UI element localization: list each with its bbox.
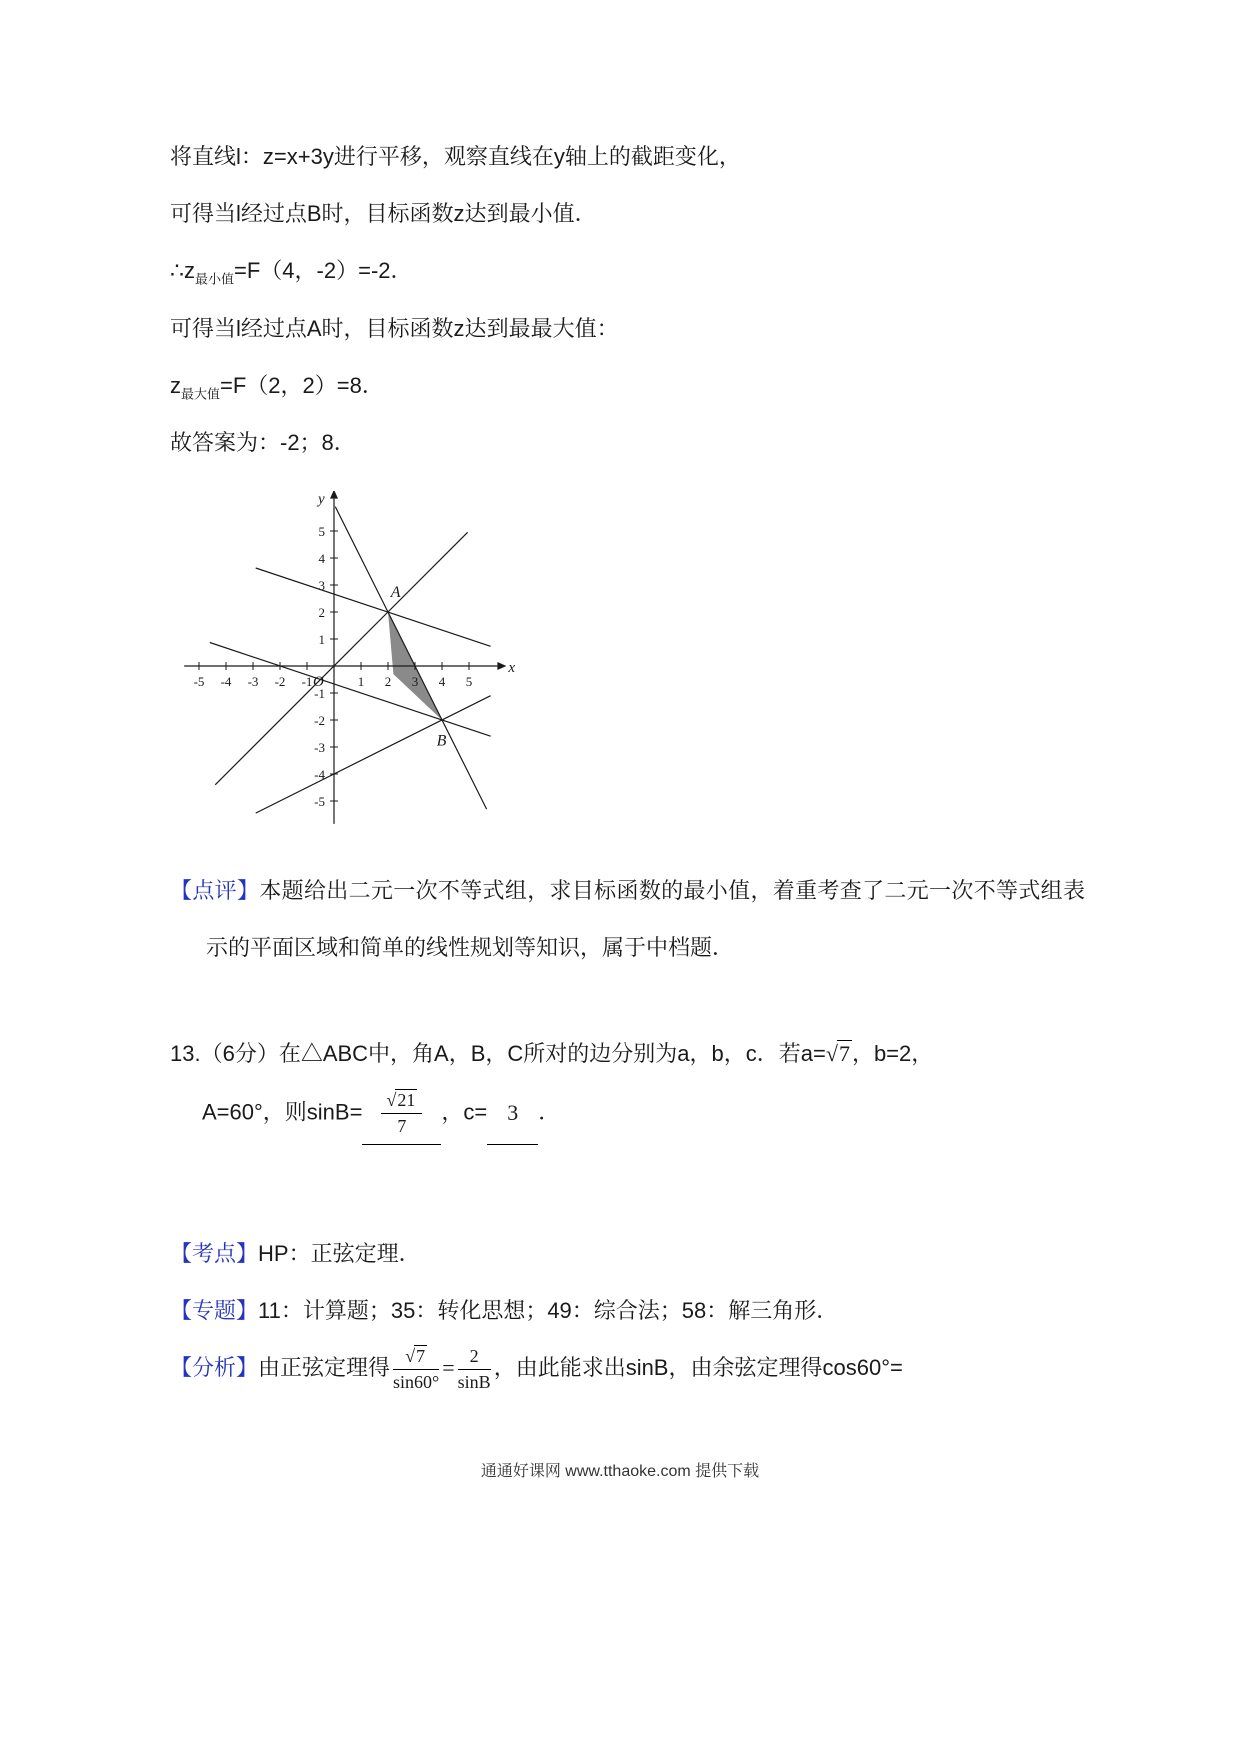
graph-figure xyxy=(174,491,1085,846)
q13-text-1: 13.（6分）在△ABC中，角A，B，C所对的边分别为a，b，c．若a= xyxy=(170,1040,826,1066)
fenxi-paragraph xyxy=(170,1339,1085,1396)
radical-sign: √ xyxy=(386,1089,396,1110)
svg-text:-5: -5 xyxy=(193,674,205,690)
z-min-subscript: 最小值 xyxy=(195,271,235,287)
q13-text-2: ，b=2， xyxy=(851,1040,934,1066)
svg-text:-4: -4 xyxy=(314,767,325,783)
zhuanti-label: 【专题】 xyxy=(170,1298,259,1324)
fenxi-text-2: ，由此能求出sinB，由余弦定理得cos60°= xyxy=(493,1355,903,1381)
page-content xyxy=(170,128,1085,1396)
solution-line-2: 可得当l经过点B时，目标函数z达到最小值． xyxy=(170,201,597,227)
svg-text:4: 4 xyxy=(318,551,325,567)
fraction-2-over-sinB: $\frac{2}{\sin B}$ xyxy=(457,1345,491,1392)
z-min-pre: ∴z xyxy=(170,258,195,284)
svg-text:B: B xyxy=(436,732,447,750)
q13-text-5: ． xyxy=(538,1099,561,1125)
svg-text:3: 3 xyxy=(318,578,325,594)
svg-text:-1: -1 xyxy=(301,674,313,690)
svg-text:-3: -3 xyxy=(247,674,259,690)
sqrt-7: √ 7 xyxy=(405,1345,426,1366)
svg-text:O: O xyxy=(313,674,324,691)
fenxi-text-1: 由正弦定理得 xyxy=(258,1355,391,1381)
svg-text:4: 4 xyxy=(438,674,446,690)
svg-text:3: 3 xyxy=(411,674,419,690)
solution-line-1: 将直线l：z=x+3y进行平移，观察直线在y轴上的截距变化， xyxy=(170,144,741,169)
kaodian-label: 【考点】 xyxy=(170,1240,259,1266)
answer-blank-c: 3 xyxy=(487,1082,538,1145)
svg-text:5: 5 xyxy=(465,674,473,690)
question-13 xyxy=(170,1025,1085,1145)
radical-sign: √ xyxy=(405,1345,415,1366)
z-max-subscript: 最大值 xyxy=(181,386,221,402)
svg-text:y: y xyxy=(318,491,325,508)
solution-line-5 xyxy=(170,357,1085,414)
kaodian-paragraph xyxy=(170,1225,1085,1282)
svg-text:-4: -4 xyxy=(220,674,232,690)
sqrt-21: √ 21 xyxy=(386,1089,416,1110)
svg-text:-1: -1 xyxy=(314,686,325,702)
radical-sign: √ xyxy=(825,1040,837,1066)
comment-text: 本题给出二元一次不等式组，求目标函数的最小值，着重考查了二元一次不等式组表示的平面区域和简单的线性规划等知识，属于中档题． xyxy=(206,878,1085,961)
svg-text:-2: -2 xyxy=(314,713,325,729)
fraction-sqrt7-over-sin60: $\frac{√ 7}{\sin 60^\circ}$ xyxy=(393,1345,440,1392)
linear-programming-graph xyxy=(174,491,519,841)
answer-blank-sinB xyxy=(362,1082,441,1145)
svg-text:-2: -2 xyxy=(274,674,286,690)
z-min-value: =F（4，-2）=-2． xyxy=(234,258,413,284)
equals-sign: = xyxy=(442,1355,455,1381)
solution-line-3 xyxy=(170,242,1085,299)
sqrt-7: √7 xyxy=(825,1040,850,1066)
z-max-pre: z xyxy=(170,372,181,398)
comment-label: 【点评】 xyxy=(170,878,260,904)
q13-text-3: A=60°，则sinB= xyxy=(202,1099,363,1125)
svg-text:x: x xyxy=(508,660,516,677)
zhuanti-text: 11：计算题；35：转化思想；49：综合法；58：解三角形． xyxy=(258,1298,839,1324)
svg-text:1: 1 xyxy=(357,674,365,690)
kaodian-text: HP：正弦定理． xyxy=(258,1240,421,1266)
svg-text:-5: -5 xyxy=(314,794,325,810)
q13-text-4: ，c= xyxy=(441,1099,488,1125)
svg-text:A: A xyxy=(390,584,401,602)
svg-text:2: 2 xyxy=(384,674,392,690)
fraction-sqrt21-over-7: $\frac{√ 21}{7}$ xyxy=(381,1089,422,1139)
fenxi-label: 【分析】 xyxy=(170,1355,259,1381)
svg-text:5: 5 xyxy=(318,524,325,540)
z-max-value: =F（2，2）=8． xyxy=(220,372,384,398)
solution-answer: 故答案为：-2；8． xyxy=(170,429,356,455)
svg-text:-3: -3 xyxy=(314,740,325,756)
page-footer: 通通好课网 www.tthaoke.com 提供下载 xyxy=(480,1463,760,1480)
comment-paragraph xyxy=(170,862,1085,976)
solution-line-4: 可得当l经过点A时，目标函数z达到最最大值： xyxy=(170,315,619,341)
svg-text:1: 1 xyxy=(318,632,325,648)
svg-text:2: 2 xyxy=(318,605,325,621)
zhuanti-paragraph xyxy=(170,1282,1085,1339)
